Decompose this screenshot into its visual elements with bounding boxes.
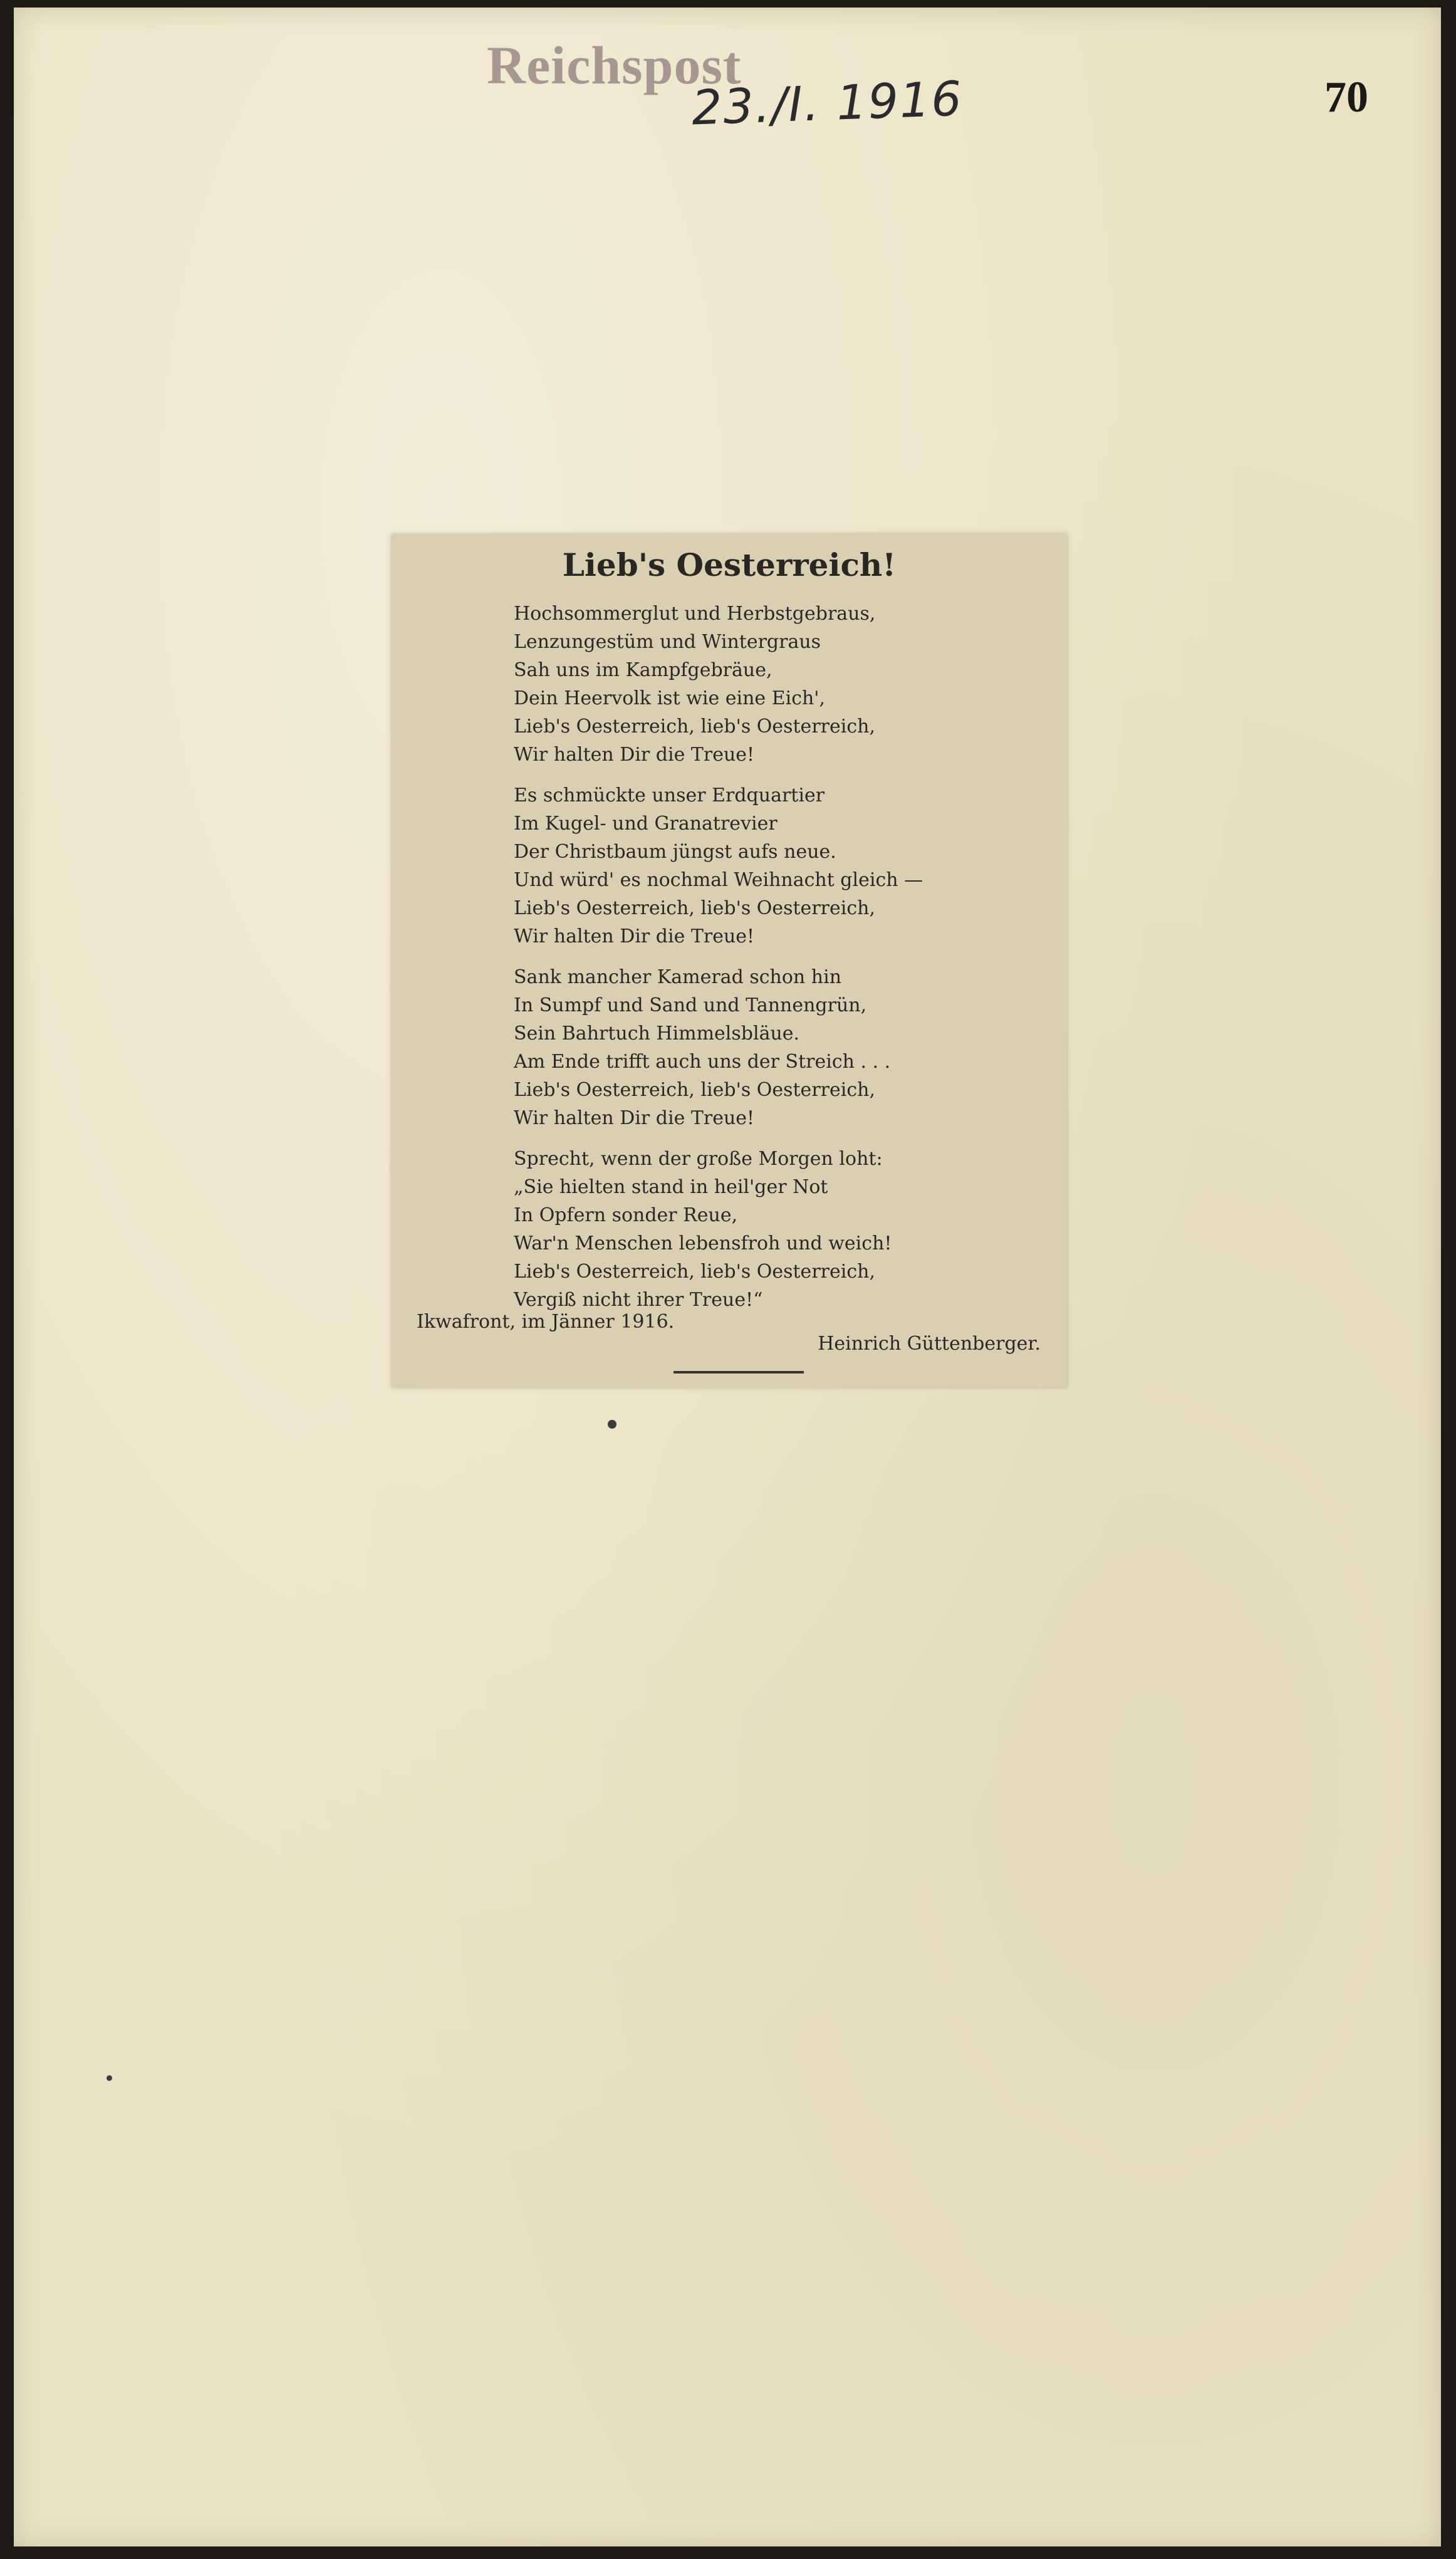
poem-line: Am Ende trifft auch uns der Streich . . . [514, 1051, 891, 1073]
poem-line: „Sie hielten stand in heil'ger Not [514, 1176, 828, 1198]
poem-line: Lieb's Oesterreich, lieb's Oesterreich, [514, 1261, 876, 1283]
poem-stanza [514, 1145, 1053, 1314]
poem-line: Der Christbaum jüngst aufs neue. [514, 841, 836, 863]
newspaper-stamp: Reichspost [487, 35, 742, 95]
closing-rule [673, 1371, 804, 1373]
poem-line: Und würd' es nochmal Weihnacht gleich — [514, 869, 923, 891]
paper-speck [608, 1420, 616, 1429]
poem-line: In Sumpf und Sand und Tannengrün, [514, 994, 867, 1016]
poem-stanza [514, 963, 1053, 1132]
poem-line: Im Kugel- und Granatrevier [514, 813, 777, 835]
poem-line: Dein Heervolk ist wie eine Eich', [514, 687, 826, 709]
poem-line: Es schmückte unser Erdquartier [514, 784, 825, 806]
poem-line: Lieb's Oesterreich, lieb's Oesterreich, [514, 1079, 876, 1101]
page-number: 70 [1324, 73, 1368, 122]
poem-line: War'n Menschen lebensfroh und weich! [514, 1233, 892, 1254]
paper-speck [107, 2075, 112, 2081]
place-date-line: Ikwafront, im Jänner 1916. [417, 1311, 675, 1333]
archive-sheet [14, 8, 1441, 2546]
poem-line: Wir halten Dir die Treue! [514, 925, 755, 947]
poem-line: Lieb's Oesterreich, lieb's Oesterreich, [514, 716, 876, 737]
poem-title: Lieb's Oesterreich! [562, 546, 897, 583]
poem-line: Vergiß nicht ihrer Treue!“ [514, 1289, 763, 1311]
poem-line: Lieb's Oesterreich, lieb's Oesterreich, [514, 897, 876, 919]
poem-line: Wir halten Dir die Treue! [514, 1107, 755, 1129]
poem-stanza [514, 600, 1053, 769]
handwritten-date: 23./I. 1916 [690, 70, 964, 136]
poem-line: Hochsommerglut und Herbstgebraus, [514, 603, 876, 625]
poem-line: Sank mancher Kamerad schon hin [514, 966, 842, 988]
poem-line: Lenzungestüm und Wintergraus [514, 631, 821, 653]
poem-line: In Opfern sonder Reue, [514, 1204, 738, 1226]
poem-line: Sah uns im Kampfgebräue, [514, 659, 772, 681]
author-signature: Heinrich Güttenberger. [818, 1333, 1041, 1355]
poem-stanza [514, 781, 1053, 951]
poem-line: Sein Bahrtuch Himmelsbläue. [514, 1023, 800, 1045]
poem-line: Sprecht, wenn der große Morgen loht: [514, 1148, 883, 1170]
poem-line: Wir halten Dir die Treue! [514, 744, 755, 766]
newspaper-clipping [392, 534, 1067, 1387]
